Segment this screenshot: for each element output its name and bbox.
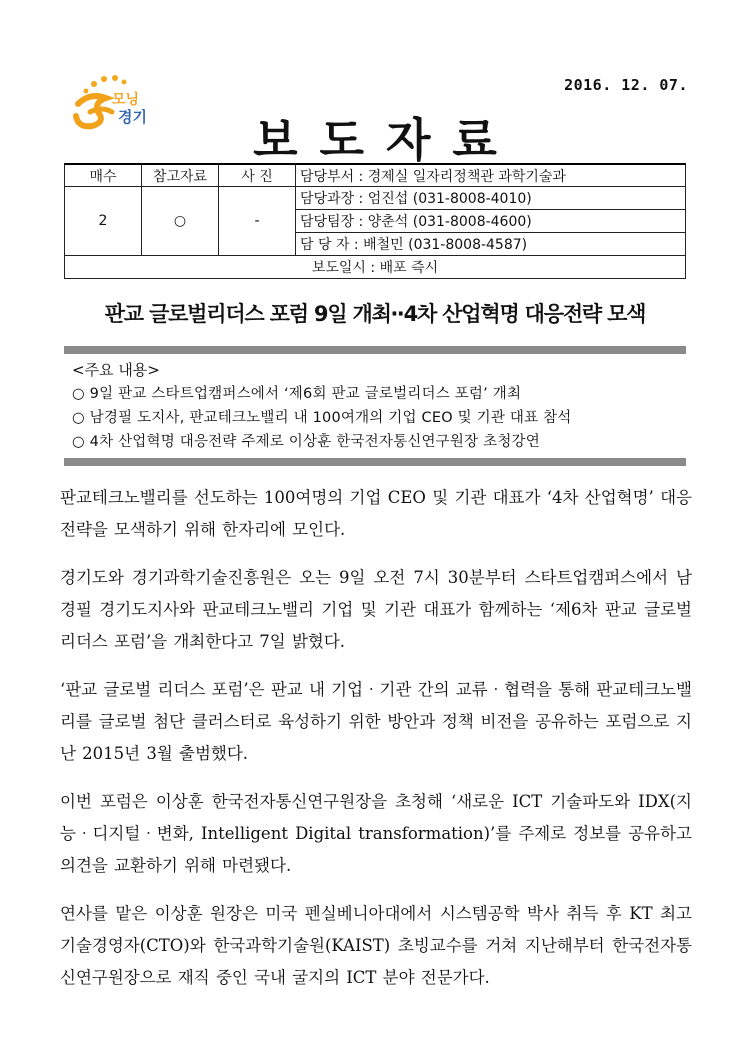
contact-manager: 담당과장 : 엄진섭 (031-8008-4010) — [296, 187, 686, 210]
body-text — [60, 482, 692, 1010]
summary-item: ○ 4차 산업혁명 대응전략 주제로 이상훈 한국전자통신연구원장 초청강연 — [72, 434, 540, 450]
contact-staff: 담 당 자 : 배철민 (031-8008-4587) — [296, 233, 686, 256]
reference-value: ○ — [142, 187, 219, 256]
release-time: 보도일시 : 배포 즉시 — [65, 256, 686, 279]
headline: 판교 글로벌리더스 포럼 9일 개최‧·4차 산업혁명 대응전략 모색 — [104, 302, 646, 326]
body-paragraph: ‘판교 글로벌 리더스 포럼’은 판교 내 기업‧기관 간의 교류‧협력을 통해 판교테크노밸리를 글로벌 첨단 클러스터로 육성하기 위한 방안과 정책 비전을 공유하는 포럼으로 지난 2015년 3월 출범했다. — [60, 680, 692, 763]
reference-header: 참고자료 — [142, 164, 219, 187]
summary-item: ○ 남경필 도지사, 판교테크노밸리 내 100여개의 기업 CEO 및 기관 대표 참석 — [72, 410, 572, 426]
summary-item: ○ 9일 판교 스타트업캠퍼스에서 ‘제6회 판교 글로벌리더스 포럼’ 개최 — [72, 386, 522, 402]
body-paragraph: 판교테크노밸리를 선도하는 100여명의 기업 CEO 및 기관 대표가 ‘4차 산업혁명’ 대응 전략을 모색하기 위해 한자리에 모인다. — [60, 488, 692, 539]
pages-value: 2 — [65, 187, 142, 256]
photo-value: - — [219, 187, 296, 256]
photo-header: 사 진 — [219, 164, 296, 187]
summary-title: <주요 내용> — [72, 361, 160, 379]
summary-bottom-bar — [64, 458, 686, 466]
svg-text:모닝: 모닝 — [112, 92, 140, 108]
pages-header: 매수 — [65, 164, 142, 187]
contact-team-lead: 담당팀장 : 양춘석 (031-8008-4600) — [296, 210, 686, 233]
body-paragraph: 경기도와 경기과학기술진흥원은 오는 9일 오전 7시 30분부터 스타트업캠퍼스에서 남경필 경기도지사와 판교테크노밸리 기업 및 기관 대표가 함께하는 ‘제6차 판교 글로벌 리더스 포럼’을 개최한다고 7일 밝혔다. — [60, 568, 692, 651]
summary-top-bar — [64, 346, 686, 354]
body-paragraph: 연사를 맡은 이상훈 원장은 미국 펜실베니아대에서 시스템공학 박사 취득 후 KT 최고기술경영자(CTO)와 한국과학기술원(KAIST) 초빙교수를 거쳐 지난해부터 한국전자통신연구원장으로 재직 중인 국내 굴지의 ICT 분야 전문가다. — [60, 904, 692, 987]
department: 담당부서 : 경제실 일자리정책관 과학기술과 — [296, 164, 686, 187]
page-title: 보도자료 — [253, 113, 519, 167]
summary-box — [64, 346, 686, 466]
info-table — [64, 163, 686, 279]
body-paragraph: 이번 포럼은 이상훈 한국전자통신연구원장을 초청해 ‘새로운 ICT 기술파도와 IDX(지능‧디지털‧변화, Intelligent Digital transformation)’를 주제로 정보를 공유하고 의견을 교환하기 위해 마련됐다. — [60, 792, 692, 875]
release-date: 2016. 12. 07. — [564, 76, 688, 94]
svg-text:경기: 경기 — [118, 108, 147, 126]
